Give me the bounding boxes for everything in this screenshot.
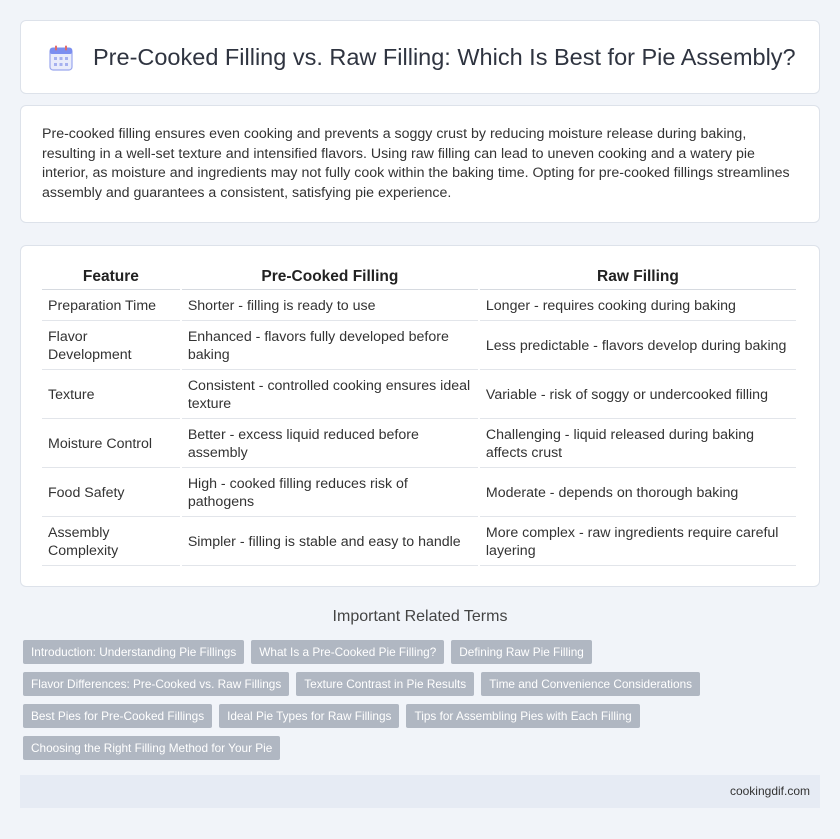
pre-cooked-cell: Shorter - filling is ready to use <box>182 292 478 321</box>
column-header-feature: Feature <box>42 266 180 290</box>
intro-card <box>20 105 820 223</box>
pre-cooked-cell: High - cooked filling reduces risk of pathogens <box>182 470 478 517</box>
feature-cell: Assembly Complexity <box>42 519 180 566</box>
feature-cell: Flavor Development <box>42 323 180 370</box>
footer <box>20 775 820 808</box>
raw-cell: Challenging - liquid released during baking affects crust <box>480 421 796 468</box>
header-card <box>20 20 820 94</box>
related-terms-row <box>23 704 823 728</box>
raw-cell: Variable - risk of soggy or undercooked filling <box>480 372 796 419</box>
feature-cell: Texture <box>42 372 180 419</box>
raw-cell: Longer - requires cooking during baking <box>480 292 796 321</box>
calendar-icon <box>49 45 73 71</box>
table-row <box>42 470 796 517</box>
table-header-row <box>42 266 796 290</box>
raw-cell: Less predictable - flavors develop during baking <box>480 323 796 370</box>
pre-cooked-cell: Better - excess liquid reduced before assembly <box>182 421 478 468</box>
related-term-tag[interactable]: Introduction: Understanding Pie Fillings <box>23 640 244 664</box>
table-row <box>42 421 796 468</box>
pre-cooked-cell: Enhanced - flavors fully developed before baking <box>182 323 478 370</box>
page-title: Pre-Cooked Filling vs. Raw Filling: Which Is Best for Pie Assembly? <box>93 44 796 70</box>
related-term-tag[interactable]: Time and Convenience Considerations <box>481 672 700 696</box>
raw-cell: More complex - raw ingredients require careful layering <box>480 519 796 566</box>
comparison-table-card <box>20 245 820 587</box>
pre-cooked-cell: Simpler - filling is stable and easy to handle <box>182 519 478 566</box>
comparison-table <box>40 264 798 568</box>
related-term-tag[interactable]: Texture Contrast in Pie Results <box>296 672 474 696</box>
related-term-tag[interactable]: Choosing the Right Filling Method for Your Pie <box>23 736 280 760</box>
related-term-tag[interactable]: Flavor Differences: Pre-Cooked vs. Raw Fillings <box>23 672 289 696</box>
table-row <box>42 372 796 419</box>
related-terms-title: Important Related Terms <box>332 608 508 625</box>
feature-cell: Food Safety <box>42 470 180 517</box>
related-term-tag[interactable]: Best Pies for Pre-Cooked Fillings <box>23 704 212 728</box>
feature-cell: Moisture Control <box>42 421 180 468</box>
related-terms-row <box>23 736 823 760</box>
related-term-tag[interactable]: Tips for Assembling Pies with Each Filling <box>406 704 639 728</box>
related-term-tag[interactable]: What Is a Pre-Cooked Pie Filling? <box>251 640 444 664</box>
table-row <box>42 323 796 370</box>
intro-text: Pre-cooked filling ensures even cooking and prevents a soggy crust by reducing moisture release during baking, resulting in a well-set texture and intensified flavors. Using raw filling can lead to uneven cooking and a watery pie interior, as moisture and ingredients may not fully cook within the baking time. Opting for pre-cooked fillings streamlines assembly and guarantees a consistent, satisfying pie experience. <box>42 126 790 201</box>
table-row <box>42 519 796 566</box>
table-row <box>42 292 796 321</box>
related-terms-row <box>23 672 823 696</box>
pre-cooked-cell: Consistent - controlled cooking ensures ideal texture <box>182 372 478 419</box>
column-header-pre-cooked: Pre-Cooked Filling <box>182 266 478 290</box>
related-terms-row <box>23 640 823 664</box>
column-header-raw: Raw Filling <box>480 266 796 290</box>
footer-source[interactable]: cookingdif.com <box>729 784 810 798</box>
related-term-tag[interactable]: Defining Raw Pie Filling <box>451 640 592 664</box>
feature-cell: Preparation Time <box>42 292 180 321</box>
raw-cell: Moderate - depends on thorough baking <box>480 470 796 517</box>
related-term-tag[interactable]: Ideal Pie Types for Raw Fillings <box>219 704 399 728</box>
